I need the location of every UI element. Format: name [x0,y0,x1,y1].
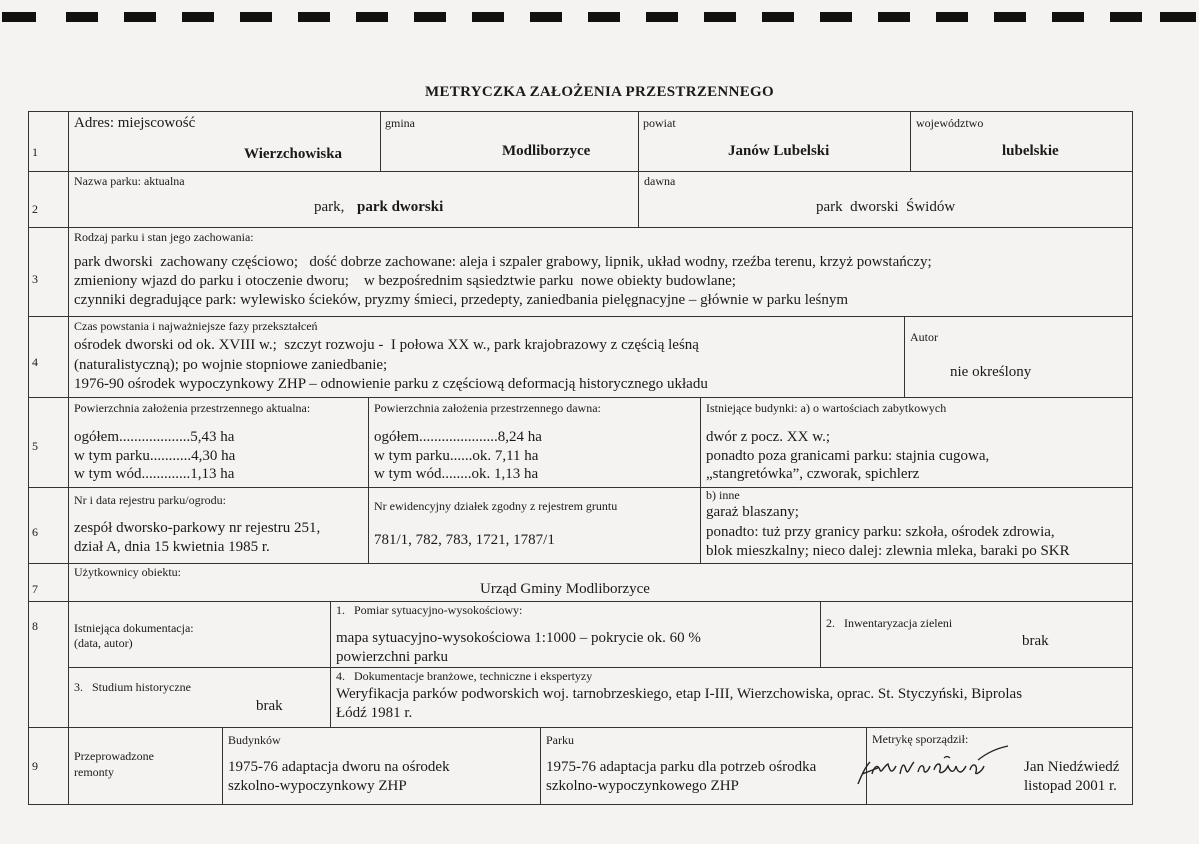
gmina-label: gmina [385,116,415,130]
old-name-label: dawna [644,174,676,188]
expertise-label: 4. Dokumentacje branżowe, techniczne i ekspertyzy [336,669,593,683]
park-name-prefix: park, [314,199,345,215]
history-line: ośrodek dworski od ok. XVIII w.; szczyt rozwoju - I połowa XX w., park krajobrazowy z częścią leśną [74,337,699,353]
register-line: zespół dworsko-parkowy nr rejestru 251, [74,520,321,536]
wojewodztwo-label: województwo [916,116,984,130]
buildings-renovation-line: 1975-76 adaptacja dworu na ośrodek [228,759,450,775]
buildings-line: „stangretówka”, czworak, spichlerz [706,466,920,482]
register-line: dział A, dnia 15 kwietnia 1985 r. [74,539,270,555]
row-number: 6 [32,525,38,539]
area-current-water: w tym wód.............1,13 ha [74,466,235,482]
old-name-value: park dworski Świdów [816,199,956,215]
gmina-value: Modliborzyce [502,143,591,159]
other-buildings-label: b) inne [706,488,740,502]
row-number: 5 [32,439,38,453]
expertise-line: Weryfikacja parków podworskich woj. tarnobrzeskiego, etap I-III, Wierzchowiska, oprac. St. Styczyński, Biprolas [336,686,1023,702]
author-label: Autor [910,330,938,344]
area-current-park: w tym parku...........4,30 ha [74,448,236,464]
author-value: nie określony [950,364,1032,380]
area-old-label: Powierzchnia założenia przestrzennego dawna: [374,401,601,415]
row-number: 4 [32,355,38,369]
row-number: 9 [32,759,38,773]
park-name-label: Nazwa parku: aktualna [74,174,185,188]
renovations-label: Przeprowadzone [74,749,154,763]
row-number: 3 [32,272,38,286]
park-renovation-line: 1975-76 adaptacja parku dla potrzeb ośrodka [546,759,817,775]
renovations-label: remonty [74,765,114,779]
row-number: 1 [32,145,38,159]
history-study-label: 3. Studium historyczne [74,680,191,694]
powiat-value: Janów Lubelski [728,143,830,159]
area-old-park: w tym parku......ok. 7,11 ha [374,448,539,464]
area-current-label: Powierzchnia założenia przestrzennego aktualna: [74,401,311,415]
expertise-line: Łódź 1981 r. [336,705,413,721]
park-type-line: park dworski zachowany częściowo; dość dobrze zachowane: aleja i szpaler grabowy, lipnik, układ wodny, rzeźba terenu, krzyż powstańczy; [74,254,932,270]
documentation-label: (data, autor) [74,636,133,650]
buildings-line: dwór z pocz. XX w.; [706,429,830,445]
users-value: Urząd Gminy Modliborzyce [480,581,650,597]
row-number: 2 [32,202,38,216]
survey-label: 1. Pomiar sytuacyjno-wysokościowy: [336,603,523,617]
area-old-total: ogółem.....................8,24 ha [374,429,542,445]
survey-line: powierzchni parku [336,649,449,665]
buildings-renovation-label: Budynków [228,733,281,747]
other-buildings-line: blok mieszkalny; nieco dalej: zlewnia mleka, baraki po SKR [706,543,1070,559]
powiat-label: powiat [643,116,676,130]
greenery-label: 2. Inwentaryzacja zieleni [826,616,953,630]
park-renovation-label: Parku [546,733,574,747]
history-label: Czas powstania i najważniejsze fazy przekształceń [74,319,318,333]
address-label: Adres: miejscowość [74,115,196,131]
buildings-label: Istniejące budynki: a) o wartościach zabytkowych [706,401,947,415]
documentation-label: Istniejąca dokumentacja: [74,621,194,635]
address-value: Wierzchowiska [244,146,343,162]
greenery-value: brak [1022,633,1049,649]
plots-value: 781/1, 782, 783, 1721, 1787/1 [374,532,555,548]
wojewodztwo-value: lubelskie [1002,143,1059,159]
park-type-line: czynniki degradujące park: wylewisko ścieków, pryzmy śmieci, przedepty, zaniedbania pielęgnacyjne – głównie w parku leśnym [74,292,849,308]
history-study-value: brak [256,698,283,714]
registration-marks [0,12,1199,24]
prepared-by-name: Jan Niedźwiedź [1024,759,1120,775]
plots-label: Nr ewidencyjny działek zgodny z rejestrem gruntu [374,499,618,513]
register-label: Nr i data rejestru parku/ogrodu: [74,493,226,507]
prepared-by-date: listopad 2001 r. [1024,778,1117,794]
history-line: 1976-90 ośrodek wypoczynkowy ZHP – odnowienie parku z częściową deformacją historycznego układu [74,376,708,392]
other-buildings-line: ponadto: tuż przy granicy parku: szkoła, ośrodek zdrowia, [706,524,1055,540]
users-label: Użytkownicy obiektu: [74,565,181,579]
park-type-label: Rodzaj parku i stan jego zachowania: [74,230,254,244]
park-renovation-line: szkolno-wypoczynkowego ZHP [546,778,739,794]
buildings-line: ponadto poza granicami parku: stajnia cugowa, [706,448,990,464]
park-name-value: park dworski [357,199,444,215]
document-title: METRYCZKA ZAŁOŻENIA PRZESTRZENNEGO [425,84,774,100]
prepared-by-label: Metrykę sporządził: [872,732,969,746]
area-current-total: ogółem...................5,43 ha [74,429,235,445]
buildings-renovation-line: szkolno-wypoczynkowy ZHP [228,778,407,794]
park-type-line: zmieniony wjazd do parku i otoczenie dworu; w bezpośrednim sąsiedztwie parku nowe obiekty budowlane; [74,273,736,289]
handwritten-signature [848,744,1018,794]
history-line: (naturalistyczną); po wojnie stopniowe zaniedbanie; [74,357,388,373]
row-number: 8 [32,619,38,633]
area-old-water: w tym wód........ok. 1,13 ha [374,466,539,482]
survey-line: mapa sytuacyjno-wysokościowa 1:1000 – pokrycie ok. 60 % [336,630,701,646]
row-number: 7 [32,582,38,596]
other-buildings-line: garaż blaszany; [706,504,799,520]
